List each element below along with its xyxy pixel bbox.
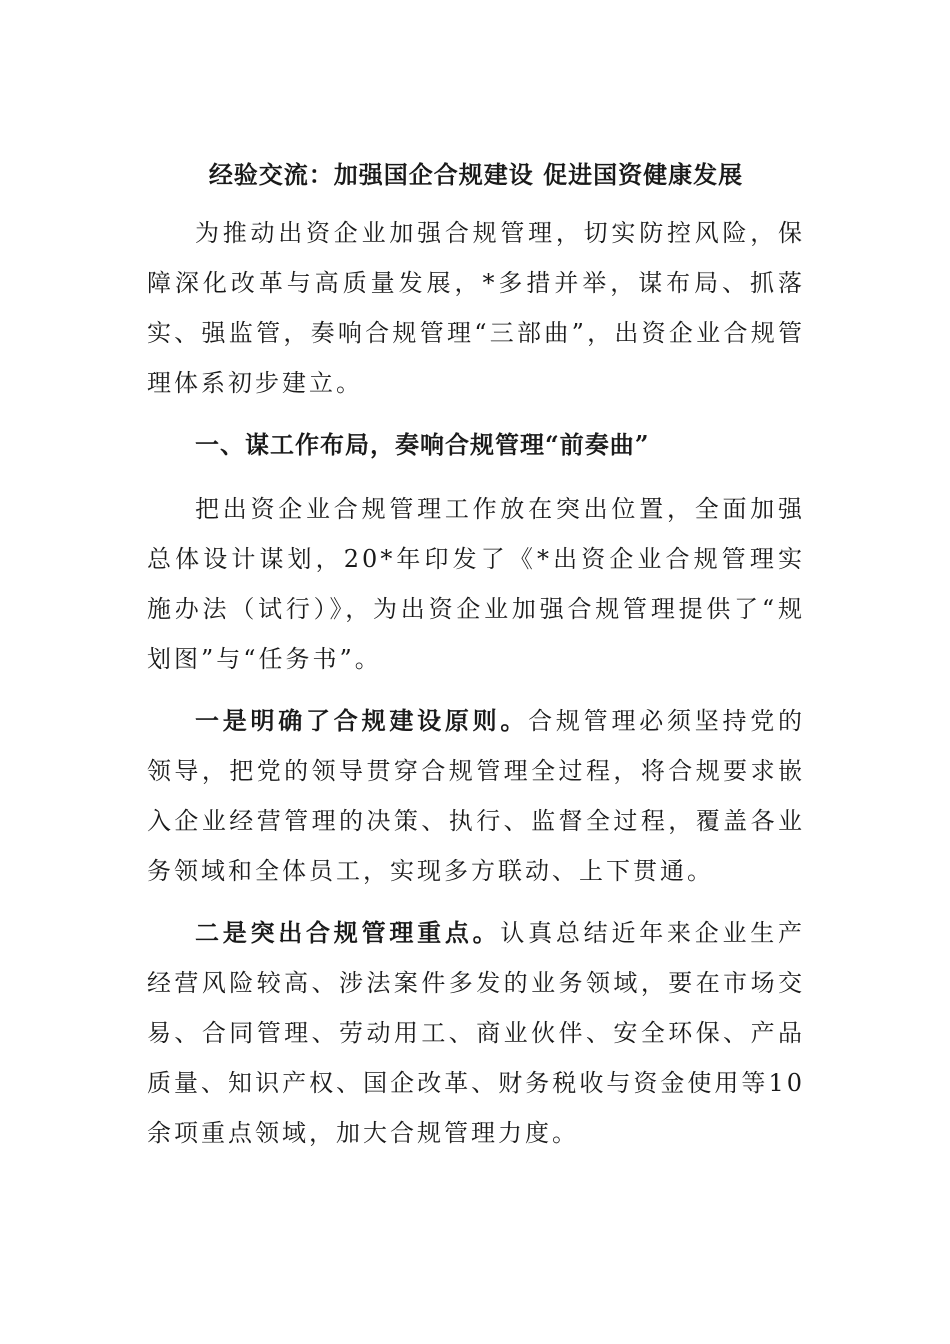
intro-paragraph: 为推动出资企业加强合规管理，切实防控风险，保障深化改革与高质量发展，*多措并举，谋布局、抓落实、强监管，奏响合规管理“三部曲”，出资企业合规管理体系初步建立。 <box>147 219 805 397</box>
point-2-body: 认真总结近年来企业生产经营风险较高、涉法案件多发的业务领域，要在市场交易、合同管理、劳动用工、商业伙伴、安全环保、产品质量、知识产权、国企改革、财务税收与资金使用等10余项重点领域，加大合规管理力度。 <box>147 919 806 1147</box>
point-2-paragraph <box>147 908 805 1158</box>
document-title: 经验交流：加强国企合规建设 促进国资健康发展 <box>208 160 744 189</box>
section-1-paragraph: 把出资企业合规管理工作放在突出位置，全面加强总体设计谋划，20*年印发了《*出资企业合规管理实施办法（试行）》，为出资企业加强合规管理提供了“规划图”与“任务书”。 <box>147 495 805 673</box>
section-heading-1: 一、谋工作布局，奏响合规管理“前奏曲” <box>195 430 650 459</box>
point-1-body: 合规管理必须坚持党的领导，把党的领导贯穿合规管理全过程，将合规要求嵌入企业经营管理的决策、执行、监督全过程，覆盖各业务领域和全体员工，实现多方联动、上下贯通。 <box>147 707 806 885</box>
point-1-paragraph <box>147 696 805 896</box>
point-1-lead: 一是明确了合规建设原则。 <box>195 706 529 735</box>
document-page <box>147 150 805 1170</box>
point-2-lead: 二是突出合规管理重点。 <box>195 918 501 947</box>
